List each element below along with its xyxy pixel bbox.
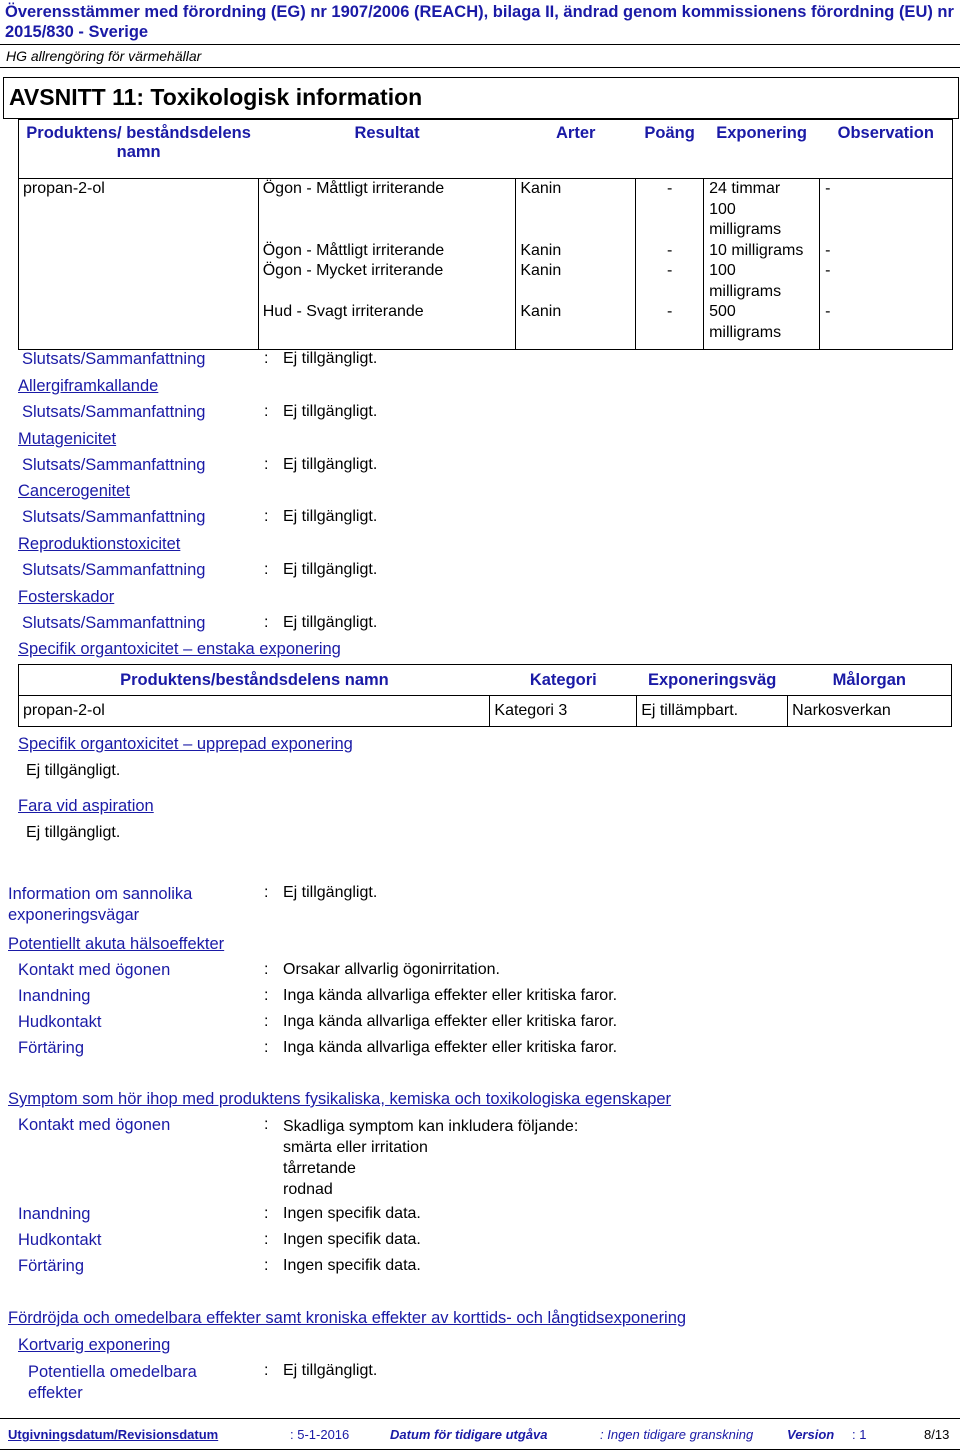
symptoms-label-skin: Hudkontakt (18, 1231, 102, 1249)
acute-value-ingestion: Inga kända allvarliga effekter eller kritiska faror. (283, 1039, 618, 1056)
col-header-result: Resultat (354, 124, 420, 142)
routes-label: Information om sannolika exponeringsvägar (8, 885, 193, 924)
page-number: 8/13 (924, 1427, 950, 1442)
exposure-1: 10 milligrams (709, 241, 804, 259)
product-header (0, 44, 960, 68)
stot-single-title: Specifik organtoxicitet – enstaka exponering (18, 640, 341, 658)
summary-label: Slutsats/Sammanfattning (22, 614, 206, 632)
symptoms-value-inhalation: Ingen specifik data. (283, 1205, 421, 1222)
table-row (19, 179, 953, 350)
acute-colon: : (264, 961, 269, 978)
exposure-2: 100 milligrams (709, 262, 782, 300)
summary-colon: : (264, 614, 269, 631)
version-value: : 1 (852, 1427, 867, 1442)
substance-name: propan-2-ol (19, 179, 259, 350)
symptoms-label-inhalation: Inandning (18, 1205, 91, 1223)
col-header-route: Exponeringsväg (637, 665, 788, 696)
col-header-observation: Observation (837, 124, 934, 142)
species-2: Kanin (520, 262, 562, 279)
summary-colon: : (264, 561, 269, 578)
stot-single-table (18, 664, 952, 727)
summary-colon: : (264, 403, 269, 420)
summary-colon: : (264, 456, 269, 473)
score-0: - (666, 180, 673, 197)
symptoms-label-eyes: Kontakt med ögonen (18, 1116, 171, 1134)
symptom-line: Skadliga symptom kan inkludera följande: (283, 1118, 579, 1135)
col-header-score: Poäng (644, 124, 695, 142)
previous-date-value: : Ingen tidigare granskning (600, 1427, 754, 1442)
summary-label: Slutsats/Sammanfattning (22, 403, 206, 421)
table-header-row (19, 120, 953, 179)
issue-date-label: Utgivningsdatum/Revisionsdatum (8, 1427, 219, 1442)
summary-label: Slutsats/Sammanfattning (22, 508, 206, 526)
acute-label-skin: Hudkontakt (18, 1013, 102, 1031)
symptoms-title: Symptom som hör ihop med produktens fysikaliska, kemiska och toxikologiska egenskaper (8, 1090, 672, 1108)
col-header-species: Arter (556, 124, 596, 142)
species-3: Kanin (520, 303, 562, 320)
symptoms-colon: : (264, 1205, 269, 1222)
result-0: Ögon - Måttligt irriterande (262, 180, 445, 197)
routes-value: Ej tillgängligt. (283, 884, 378, 901)
product-name: HG allrengöring för värmehällar (6, 48, 202, 64)
subsection-carcinogenicity: Cancerogenitet (18, 482, 130, 500)
subsection-teratogenicity: Fosterskador (18, 588, 115, 606)
symptoms-value-skin: Ingen specifik data. (283, 1231, 421, 1248)
symptoms-colon: : (264, 1231, 269, 1248)
acute-colon: : (264, 1013, 269, 1030)
symptoms-value-ingestion: Ingen specifik data. (283, 1257, 421, 1274)
table-row (19, 696, 952, 727)
stot-category: Kategori 3 (490, 696, 637, 727)
species-0: Kanin (520, 180, 562, 197)
subsection-reproductive: Reproduktionstoxicitet (18, 535, 181, 553)
table-header-row (19, 665, 952, 696)
aspiration-title: Fara vid aspiration (18, 797, 154, 815)
acute-value-eyes: Orsakar allvarlig ögonirritation. (283, 961, 500, 978)
page-footer (0, 1418, 960, 1450)
section-title-box (3, 77, 959, 119)
acute-value-inhalation: Inga kända allvarliga effekter eller kritiska faror. (283, 987, 618, 1004)
summary-label: Slutsats/Sammanfattning (22, 561, 206, 579)
regulation-header: Överensstämmer med förordning (EG) nr 1907/2006 (REACH), bilaga II, ändrad genom kommissionens förordning (EU) nr 2015/830 - Sverige (5, 3, 954, 41)
score-2: - (666, 262, 673, 279)
observation-3: - (825, 303, 831, 320)
summary-value: Ej tillgängligt. (283, 614, 378, 631)
summary-colon: : (264, 350, 269, 367)
exposure-0: 24 timmar 100 milligrams (709, 180, 782, 238)
acute-effects-title: Potentiellt akuta hälsoeffekter (8, 935, 225, 953)
previous-date-label: Datum för tidigare utgåva (390, 1427, 548, 1442)
col-header-name: Produktens/beståndsdelens namn (19, 665, 490, 696)
short-term-title: Kortvarig exponering (18, 1336, 171, 1354)
acute-label-eyes: Kontakt med ögonen (18, 961, 171, 979)
symptom-line: tårretande (283, 1160, 356, 1177)
col-header-category: Kategori (490, 665, 637, 696)
section-title: AVSNITT 11: Toxikologisk information (9, 84, 423, 110)
summary-value: Ej tillgängligt. (283, 561, 378, 578)
stot-name: propan-2-ol (19, 696, 490, 727)
immediate-effects-label: Potentiella omedelbara effekter (28, 1363, 197, 1402)
stot-repeated-value: Ej tillgängligt. (26, 762, 121, 779)
summary-label: Slutsats/Sammanfattning (22, 456, 206, 474)
stot-route: Ej tillämpbart. (637, 696, 788, 727)
result-3: Hud - Svagt irriterande (262, 303, 424, 320)
symptoms-eye-list (283, 1116, 578, 1200)
symptoms-label-ingestion: Förtäring (18, 1257, 85, 1275)
observation-0: - (825, 180, 831, 197)
symptom-line: smärta eller irritation (283, 1139, 428, 1156)
col-header-organ: Målorgan (788, 665, 952, 696)
summary-value: Ej tillgängligt. (283, 403, 378, 420)
summary-value: Ej tillgängligt. (283, 508, 378, 525)
subsection-allergy: Allergiframkallande (18, 377, 159, 395)
toxicology-table (18, 119, 953, 350)
summary-value: Ej tillgängligt. (283, 456, 378, 473)
result-2: Ögon - Mycket irriterande (262, 262, 444, 279)
delayed-title: Fördröjda och omedelbara effekter samt kroniska effekter av korttids- och långtidsexponering (8, 1309, 687, 1327)
col-header-name: Produktens/ beståndsdelens namn (26, 124, 251, 161)
immediate-effects-value: Ej tillgängligt. (283, 1362, 378, 1379)
score-1: - (666, 241, 673, 259)
observation-2: - (825, 262, 831, 279)
aspiration-value: Ej tillgängligt. (26, 824, 121, 841)
acute-colon: : (264, 987, 269, 1004)
routes-colon: : (264, 884, 269, 901)
symptoms-colon: : (264, 1116, 269, 1133)
acute-label-ingestion: Förtäring (18, 1039, 85, 1057)
summary-colon: : (264, 508, 269, 525)
issue-date-value: : 5-1-2016 (290, 1427, 350, 1442)
acute-colon: : (264, 1039, 269, 1056)
acute-label-inhalation: Inandning (18, 987, 91, 1005)
stot-repeated-title: Specifik organtoxicitet – upprepad exponering (18, 735, 353, 753)
score-3: - (666, 303, 673, 320)
delayed-colon: : (264, 1362, 269, 1379)
symptoms-colon: : (264, 1257, 269, 1274)
result-1: Ögon - Måttligt irriterande (262, 241, 445, 259)
symptom-line: rodnad (283, 1181, 333, 1198)
summary-label: Slutsats/Sammanfattning (22, 350, 206, 368)
exposure-3: 500 milligrams (709, 303, 782, 341)
subsection-mutagenicity: Mutagenicitet (18, 430, 117, 448)
observation-1: - (825, 241, 831, 259)
col-header-exposure: Exponering (716, 124, 807, 142)
version-label: Version (787, 1427, 835, 1442)
stot-organ: Narkosverkan (792, 702, 891, 719)
summary-value: Ej tillgängligt. (283, 350, 378, 367)
species-1: Kanin (520, 241, 562, 259)
acute-value-skin: Inga kända allvarliga effekter eller kritiska faror. (283, 1013, 618, 1030)
